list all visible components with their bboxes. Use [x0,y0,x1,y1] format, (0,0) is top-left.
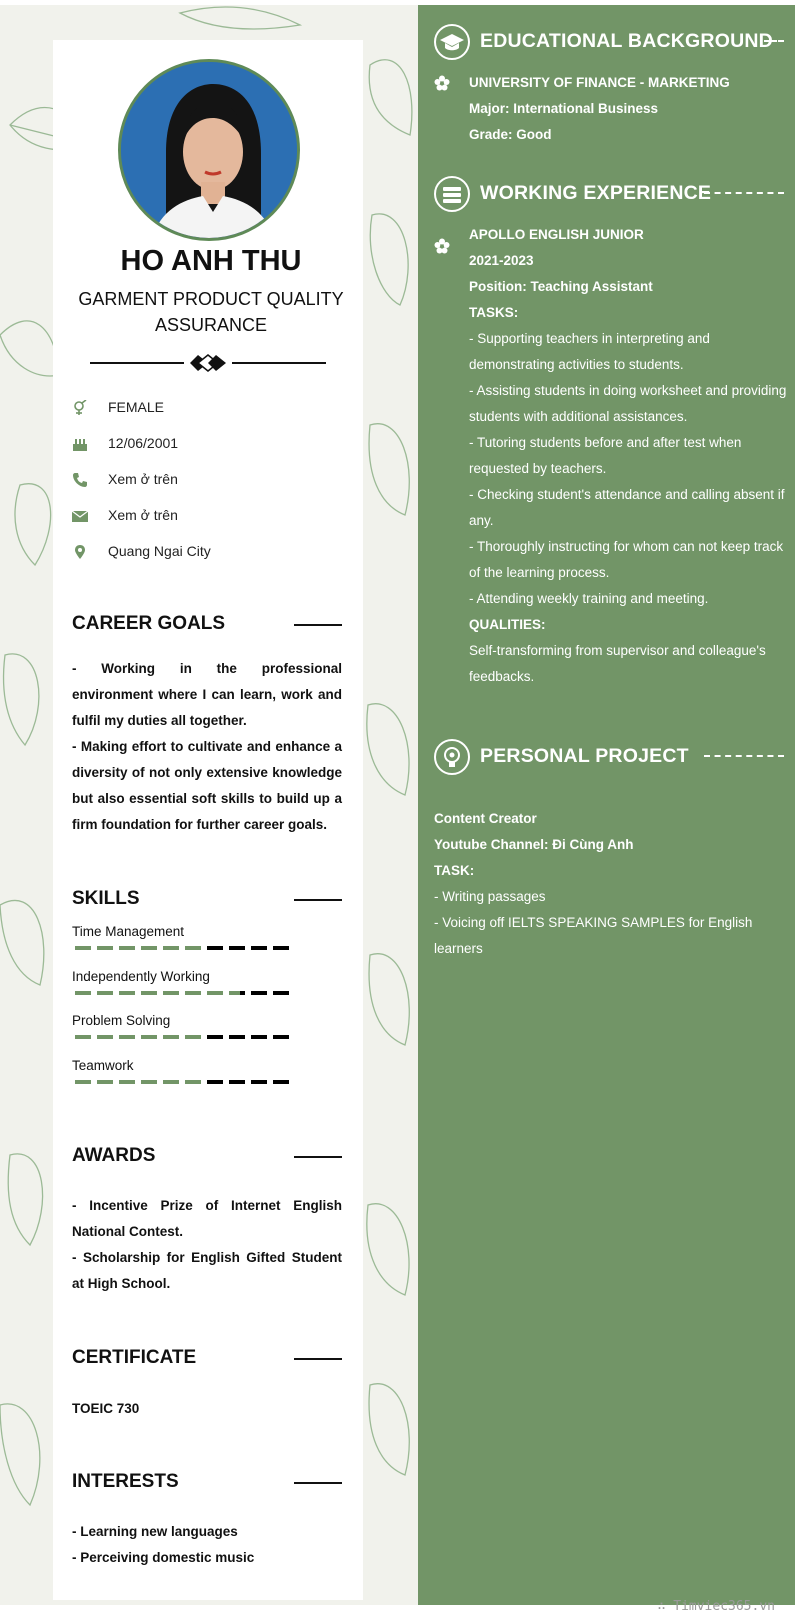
flower-bullet-icon [434,238,450,254]
skill-bar [75,991,295,995]
heading-dash [764,40,784,42]
address-value: Quang Ngai City [108,543,211,559]
email-value: Xem ở trên [108,507,178,523]
skill-name: Teamwork [72,1058,134,1073]
project-task-item: - Voicing off IELTS SPEAKING SAMPLES for English learners [434,915,753,956]
skill-segment-filled [119,1035,135,1039]
gender-value: FEMALE [108,399,165,415]
skill-segment-empty [229,1080,245,1084]
tasks-label: TASKS: [469,305,519,320]
interests-heading [72,1471,342,1495]
award-item: - Incentive Prize of Internet English National Contest. [72,1198,342,1239]
career-goals-text [72,656,342,838]
skill-item [72,1058,342,1076]
task-item: - Checking student's attendance and calling absent if any. [469,487,785,528]
skill-name: Time Management [72,924,185,939]
task-item: - Assisting students in doing worksheet and providing students with additional assistances. [469,383,787,424]
heading-dash [704,755,784,757]
skill-segment-filled [163,1035,179,1039]
birthdate-row [72,434,352,454]
skill-segment-empty [251,1080,267,1084]
skill-segment-filled [75,946,91,950]
position: Position: Teaching Assistant [469,279,653,294]
address-row [72,542,352,562]
full-name: HO ANH THU [120,245,302,277]
project-details [434,806,784,962]
books-icon [434,176,470,212]
skill-segment-filled [75,1035,91,1039]
envelope-icon [72,508,88,524]
education-title: EDUCATIONAL BACKGROUND [480,30,773,52]
heading-line [294,1156,342,1158]
skill-segment-filled [207,991,223,995]
skill-segment-filled [185,991,201,995]
career-goal-item: - Making effort to cultivate and enhance a diversity of not only extensive knowledge but also essential soft skills to build up a firm foundation for further career goals. [72,739,342,832]
heading-dash [704,192,784,194]
education-heading [434,24,784,60]
skill-segment-filled [141,991,157,995]
interests-text [72,1519,342,1571]
interests-title: INTERESTS [72,1471,179,1492]
skill-segment-empty [273,946,289,950]
project-task-label: TASK: [434,863,475,878]
skill-segment-filled [163,1080,179,1084]
experience-heading [434,176,784,212]
skill-segment-filled [97,991,113,995]
skill-segment-filled [75,991,91,995]
skill-segment-filled [97,1035,113,1039]
project-heading [434,739,784,775]
skill-segment-empty [273,1080,289,1084]
task-item: - Supporting teachers in interpreting and demonstrating activities to students. [469,331,710,372]
certificate-title: CERTIFICATE [72,1347,197,1368]
skill-segment-filled [185,946,201,950]
certificate-text [72,1396,342,1422]
email-row [72,506,352,526]
certificate-heading [72,1347,342,1371]
footer-brand: ∴ Timviec365.vn [657,1599,775,1614]
heading-line [294,899,342,901]
certificate-item: TOEIC 730 [72,1401,140,1416]
task-item: - Tutoring students before and after test when requested by teachers. [469,435,742,476]
youtube-channel: Youtube Channel: Đi Cùng Anh [434,837,634,852]
skill-bar [75,946,295,950]
phone-icon [72,472,88,488]
company-name: APOLLO ENGLISH JUNIOR [469,227,644,242]
avatar [118,59,300,241]
skill-segment-filled [185,1080,201,1084]
skill-segment-empty [251,991,267,995]
skill-segment-filled [119,1080,135,1084]
skill-segment-filled [141,1035,157,1039]
awards-title: AWARDS [72,1145,156,1166]
skill-segment-empty [229,946,245,950]
work-period: 2021-2023 [469,253,534,268]
phone-value: Xem ở trên [108,471,178,487]
award-item: - Scholarship for English Gifted Student at High School. [72,1250,342,1291]
heading-line [294,1358,342,1360]
skills-heading [72,888,342,912]
skill-segment-filled [163,991,179,995]
skill-segment-empty [207,946,223,950]
flower-bullet-icon [434,75,450,91]
skill-segment-empty [207,1035,223,1039]
lightbulb-gear-icon [434,739,470,775]
heading-line [294,624,342,626]
skill-segment-filled [97,946,113,950]
skill-segment-empty [251,1035,267,1039]
skill-item [72,969,342,987]
qualities-label: QUALITIES: [469,617,546,632]
skill-bar [75,1080,295,1084]
skills-title: SKILLS [72,888,140,909]
skill-segment-filled [141,1080,157,1084]
awards-text [72,1193,342,1297]
skill-segment-empty [273,991,289,995]
birthdate-value: 12/06/2001 [108,435,179,451]
job-title: GARMENT PRODUCT QUALITY ASSURANCE [78,289,344,335]
skill-segment-filled [119,946,135,950]
school-name: UNIVERSITY OF FINANCE - MARKETING [469,75,730,90]
cake-icon [72,436,88,452]
skill-segment-empty [251,946,267,950]
skill-segment-filled [185,1035,201,1039]
task-item: - Thoroughly instructing for whom can not keep track of the learning process. [469,539,784,580]
gender-row [72,398,352,418]
career-goals-title: CAREER GOALS [72,613,226,634]
skill-segment-empty [240,991,245,995]
skill-segment-filled [97,1080,113,1084]
gender-icon [72,400,88,416]
skill-segment-empty [273,1035,289,1039]
phone-row [72,470,352,490]
major: Major: International Business [469,101,659,116]
skill-segment-empty [207,1080,223,1084]
skill-item [72,1013,342,1031]
skill-segment-empty [229,1035,245,1039]
interest-item: - Perceiving domestic music [72,1550,255,1565]
skill-segment-filled [75,1080,91,1084]
map-pin-icon [72,544,88,560]
interest-item: - Learning new languages [72,1524,238,1539]
skill-segment-filled [141,946,157,950]
skill-segment-filled [119,991,135,995]
skill-segment-filled [163,946,179,950]
grade: Grade: Good [469,127,552,142]
career-goals-heading [72,613,342,637]
task-item: - Attending weekly training and meeting. [469,591,709,606]
heading-line [294,1482,342,1484]
project-title: PERSONAL PROJECT [480,745,689,767]
skill-segment-filled [229,991,240,995]
skill-name: Problem Solving [72,1013,171,1028]
project-task-item: - Writing passages [434,889,546,904]
experience-details [469,222,789,690]
graduation-cap-icon [434,24,470,60]
skill-name: Independently Working [72,969,210,984]
skill-item [72,924,342,942]
experience-title: WORKING EXPERIENCE [480,182,712,204]
education-details [469,70,789,148]
name-divider [90,354,326,372]
awards-heading [72,1145,342,1169]
project-role: Content Creator [434,811,537,826]
career-goal-item: - Working in the professional environment where I can learn, work and fulfil my duties all together. [72,661,342,728]
skill-bar [75,1035,295,1039]
qualities-text: Self-transforming from supervisor and colleague's feedbacks. [469,643,766,684]
